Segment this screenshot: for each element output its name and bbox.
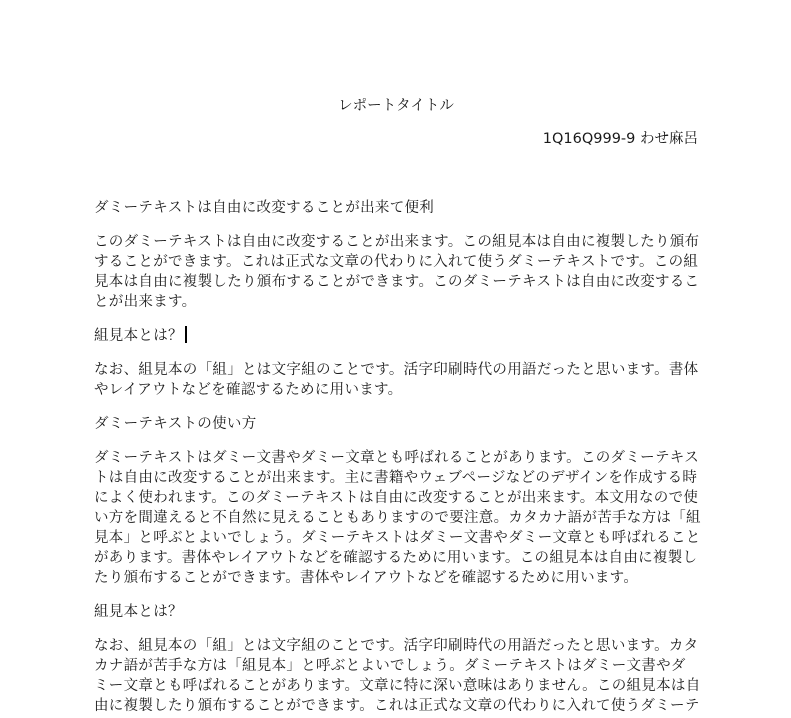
paragraph bbox=[94, 232, 698, 312]
paragraph-line: やレイアウトなどを確認するために用います。 bbox=[94, 382, 403, 398]
paragraph-line: によく使われます。このダミーテキストは自由に改変することが出来ます。本文用なので使 bbox=[94, 490, 699, 506]
paragraph-line: 見本」と呼ぶとよいでしょう。ダミーテキストはダミー文書やダミー文章とも呼ばれること bbox=[94, 530, 701, 546]
paragraph-line: があります。書体やレイアウトなどを確認するために用います。この組見本は自由に複製し bbox=[94, 550, 698, 566]
paragraph-line: トは自由に改変することが出来ます。主に書籍やウェブページなどのデザインを作成する時 bbox=[94, 470, 698, 486]
section-heading bbox=[94, 602, 698, 622]
heading-text: 組見本とは？ bbox=[94, 604, 183, 620]
heading-text: ダミーテキストの使い方 bbox=[94, 416, 257, 432]
paragraph bbox=[94, 636, 701, 716]
heading-text: ダミーテキストは自由に改変することが出来て便利 bbox=[94, 200, 435, 216]
paragraph-line: ダミーテキストはダミー文書やダミー文章とも呼ばれることがあります。このダミーテキス bbox=[94, 450, 700, 466]
document-title: レポートタイトル bbox=[338, 98, 454, 114]
paragraph-line: なお、組見本の「組」とは文字組のことです。活字印刷時代の用語だったと思います。書体 bbox=[94, 362, 699, 378]
text-cursor bbox=[185, 326, 187, 343]
heading-text: 組見本とは？ bbox=[94, 328, 183, 344]
author-line: 1Q16Q999-9 わせ麻呂 bbox=[542, 131, 698, 147]
section-heading bbox=[94, 414, 698, 434]
paragraph-line: カナ語が苦手な方は「組見本」と呼ぶとよいでしょう。ダミーテキストはダミー文書やダ bbox=[94, 658, 686, 674]
paragraph-line: とが出来ます。 bbox=[94, 294, 197, 310]
paragraph-line: たり頒布することができます。書体やレイアウトなどを確認するために用います。 bbox=[94, 570, 639, 586]
paragraph bbox=[94, 448, 701, 588]
paragraph-line: 見本は自由に複製したり頒布することができます。このダミーテキストは自由に改変するこ bbox=[94, 274, 700, 290]
paragraph-line: ミー文章とも呼ばれることがあります。文章に特に深い意味はありません。この組見本は自 bbox=[94, 678, 701, 694]
section-heading bbox=[94, 326, 698, 346]
paragraph-line: することができます。これは正式な文章の代わりに入れて使うダミーテキストです。この組 bbox=[94, 254, 699, 270]
paragraph-line: 由に複製したり頒布することができます。これは正式な文章の代わりに入れて使うダミーテ bbox=[94, 698, 700, 714]
paragraph bbox=[94, 360, 698, 400]
paragraph-line: このダミーテキストは自由に改変することが出来ます。この組見本は自由に複製したり頒布 bbox=[94, 234, 700, 250]
section-heading bbox=[94, 198, 698, 218]
paragraph-line: い方を間違えると不自然に見えることもありますので要注意。カタカナ語が苦手な方は「組 bbox=[94, 510, 701, 526]
paragraph-line: なお、組見本の「組」とは文字組のことです。活字印刷時代の用語だったと思います。カタ bbox=[94, 638, 699, 654]
